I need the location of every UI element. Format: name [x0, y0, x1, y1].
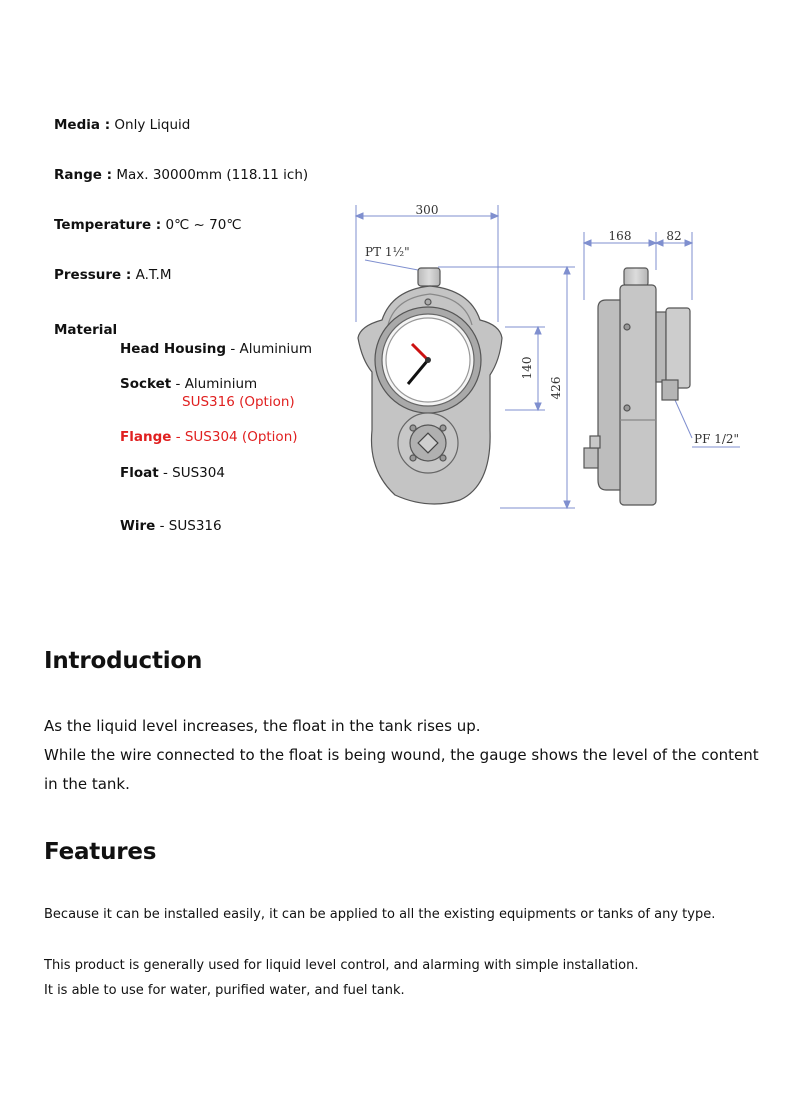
dim-height-140: 140	[520, 356, 534, 380]
features-paragraph-2: This product is generally used for liquid level control, and alarming with simple installation.	[44, 958, 639, 973]
socket-option: SUS316 (Option)	[182, 394, 295, 410]
socket-label: Socket	[120, 376, 172, 392]
introduction-line-1: As the liquid level increases, the float in the tank rises up.	[44, 717, 481, 735]
dim-width-300: 300	[415, 203, 439, 217]
spec-media-value: Only Liquid	[114, 117, 191, 133]
dim-flange-82: 82	[666, 229, 682, 243]
side-view	[584, 268, 690, 505]
head-housing-label: Head Housing	[120, 341, 227, 357]
spec-range-label: Range :	[54, 167, 113, 183]
dim-pt-label: PT 1½"	[365, 245, 410, 259]
float-value: - SUS304	[162, 465, 225, 481]
flange-value: - SUS304 (Option)	[175, 429, 298, 445]
dim-pf-label: PF 1/2"	[694, 432, 740, 446]
spec-temperature-label: Temperature :	[54, 217, 162, 233]
spec-media-label: Media :	[54, 117, 111, 133]
spec-pressure-label: Pressure :	[54, 267, 132, 283]
head-housing-value: - Aluminium	[230, 341, 312, 357]
spec-temperature-value: 0℃ ~ 70℃	[165, 217, 242, 233]
float-label: Float	[120, 465, 159, 481]
introduction-line-2: While the wire connected to the float is being wound, the gauge shows the level of the content in the tank.	[44, 746, 759, 793]
dim-depth-168: 168	[608, 229, 632, 243]
flange-label: Flange	[120, 429, 172, 445]
socket-value: - Aluminium	[175, 376, 258, 392]
features-paragraph-1: Because it can be installed easily, it can be applied to all the existing equipments or tanks of any type.	[44, 907, 716, 922]
spec-range-value: Max. 30000mm (118.11 ich)	[116, 167, 309, 183]
features-paragraph-3: It is able to use for water, purified water, and fuel tank.	[44, 983, 405, 998]
introduction-title: Introduction	[44, 648, 203, 674]
wire-value: - SUS316	[159, 518, 222, 534]
material-heading: Material	[54, 322, 118, 338]
dim-height-426: 426	[549, 376, 563, 400]
spec-pressure-value: A.T.M	[135, 267, 172, 283]
introduction-text	[44, 712, 760, 799]
front-view	[358, 268, 502, 504]
wire-label: Wire	[120, 518, 156, 534]
features-title: Features	[44, 839, 157, 865]
